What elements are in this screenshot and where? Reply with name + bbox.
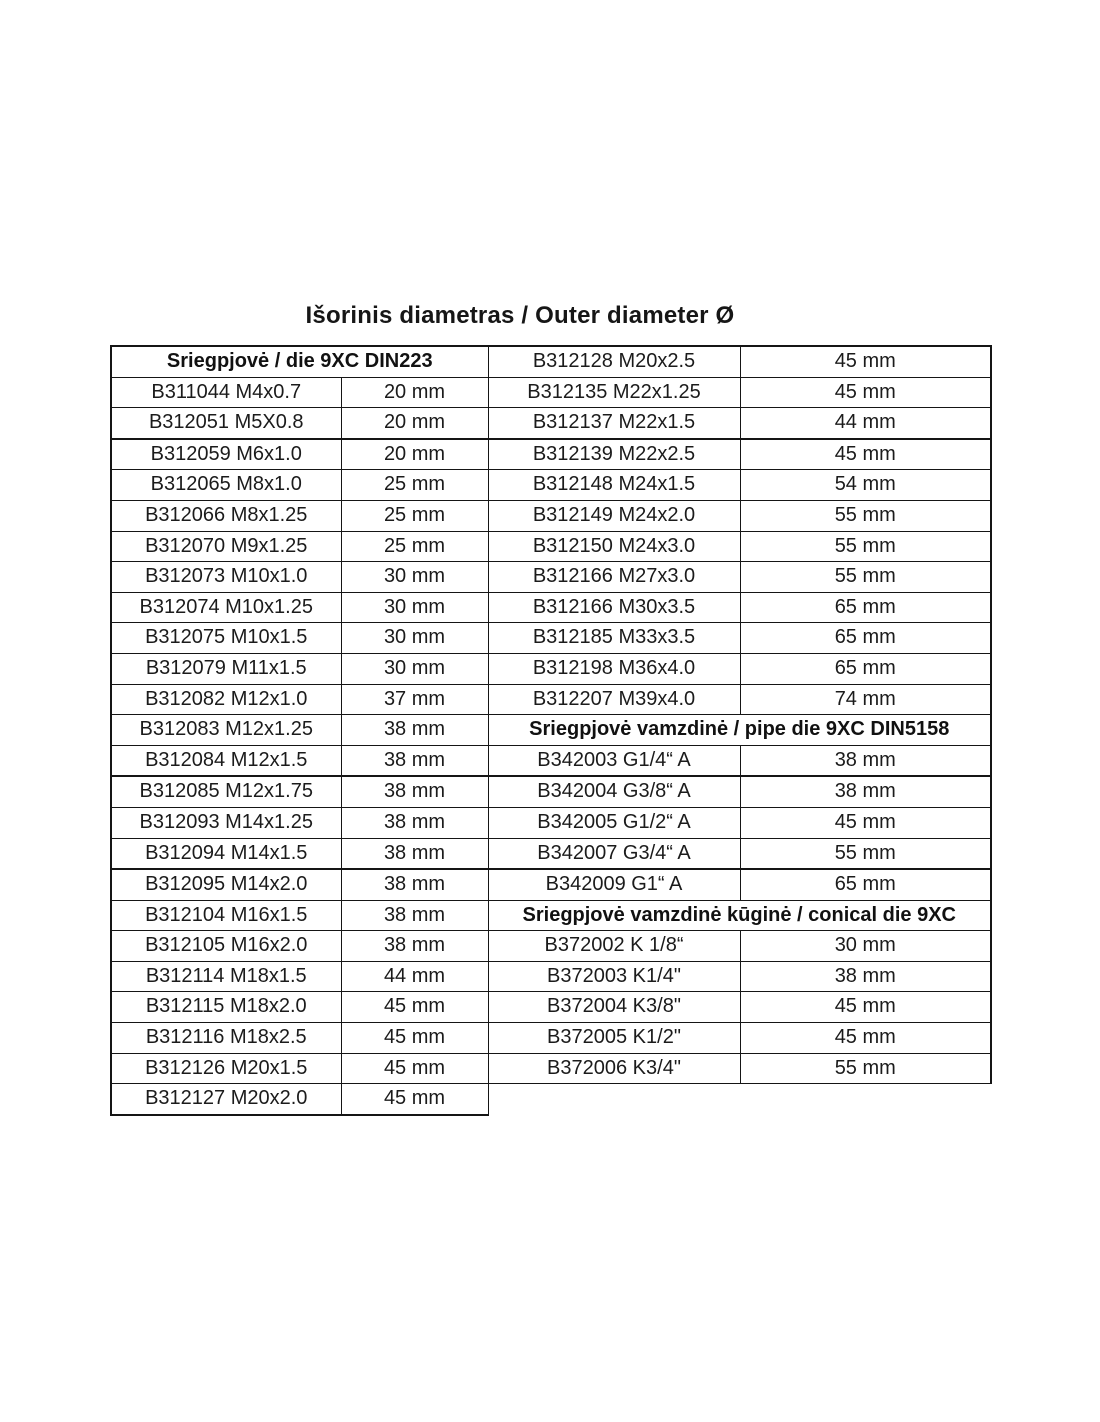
cell-product-code: B312150 M24x3.0 [488,531,740,562]
cell-outer-diameter: 45 mm [341,1084,488,1115]
cell-outer-diameter: 38 mm [341,838,488,869]
cell-outer-diameter: 55 mm [740,1053,991,1084]
table-row [111,408,991,439]
cell-product-code: B312166 M30x3.5 [488,592,740,623]
cell-product-code: B312083 M12x1.25 [111,715,341,746]
table-row [111,439,991,470]
page-title: Išorinis diametras / Outer diameter Ø [305,302,735,329]
cell-outer-diameter: 45 mm [740,1023,991,1054]
outer-diameter-table [110,345,992,1116]
cell-outer-diameter: 65 mm [740,869,991,900]
table-row [111,931,991,962]
cell-outer-diameter: 30 mm [740,931,991,962]
cell-product-code: B372005 K1/2" [488,1023,740,1054]
table-row [111,377,991,408]
cell-product-code: B312082 M12x1.0 [111,684,341,715]
cell-product-code: B312095 M14x2.0 [111,869,341,900]
cell-product-code: B312149 M24x2.0 [488,500,740,531]
section-header-conical-die: Sriegpjovė vamzdinė kūginė / conical die 9XC [488,900,991,931]
cell-outer-diameter: 65 mm [740,592,991,623]
cell-outer-diameter: 44 mm [341,961,488,992]
cell-outer-diameter: 30 mm [341,623,488,654]
cell-outer-diameter: 45 mm [341,992,488,1023]
cell-outer-diameter: 45 mm [740,807,991,838]
cell-product-code: B312116 M18x2.5 [111,1023,341,1054]
table-row [111,776,991,807]
cell-outer-diameter: 38 mm [740,745,991,776]
table-row [111,470,991,501]
cell-outer-diameter: 55 mm [740,500,991,531]
cell-outer-diameter: 55 mm [740,562,991,593]
table-row [111,592,991,623]
cell-product-code: B312084 M12x1.5 [111,745,341,776]
cell-outer-diameter: 38 mm [740,776,991,807]
cell-product-code: B312065 M8x1.0 [111,470,341,501]
cell-outer-diameter: 38 mm [740,961,991,992]
cell-product-code: B342009 G1“ A [488,869,740,900]
table-row [111,745,991,776]
cell-product-code: B312079 M11x1.5 [111,653,341,684]
cell-product-code: B312074 M10x1.25 [111,592,341,623]
table-row [111,562,991,593]
table-row [111,838,991,869]
cell-product-code: B372006 K3/4" [488,1053,740,1084]
cell-outer-diameter: 45 mm [341,1023,488,1054]
cell-outer-diameter: 65 mm [740,623,991,654]
cell-product-code: B312198 M36x4.0 [488,653,740,684]
cell-outer-diameter: 38 mm [341,715,488,746]
table-row [111,715,991,746]
cell-product-code: B312166 M27x3.0 [488,562,740,593]
cell-product-code: B312127 M20x2.0 [111,1084,341,1115]
cell-product-code: B312059 M6x1.0 [111,439,341,470]
cell-product-code: B372004 K3/8" [488,992,740,1023]
cell-outer-diameter: 30 mm [341,562,488,593]
cell-outer-diameter: 55 mm [740,531,991,562]
table-row [111,1053,991,1084]
cell-outer-diameter: 38 mm [341,900,488,931]
table-row [111,500,991,531]
cell-product-code: B312105 M16x2.0 [111,931,341,962]
cell-product-code: B312185 M33x3.5 [488,623,740,654]
cell-product-code: B312066 M8x1.25 [111,500,341,531]
empty-cell [740,1084,991,1115]
empty-cell [488,1084,740,1115]
table-row [111,346,991,377]
section-header-pipe-die: Sriegpjovė vamzdinė / pipe die 9XC DIN5158 [488,715,991,746]
cell-product-code: B312104 M16x1.5 [111,900,341,931]
cell-outer-diameter: 20 mm [341,377,488,408]
cell-outer-diameter: 55 mm [740,838,991,869]
cell-product-code: B312051 M5X0.8 [111,408,341,439]
cell-outer-diameter: 20 mm [341,408,488,439]
cell-outer-diameter: 45 mm [341,1053,488,1084]
cell-outer-diameter: 54 mm [740,470,991,501]
cell-outer-diameter: 38 mm [341,807,488,838]
cell-product-code: B312093 M14x1.25 [111,807,341,838]
cell-product-code: B312114 M18x1.5 [111,961,341,992]
table-row [111,900,991,931]
table-row [111,961,991,992]
cell-outer-diameter: 74 mm [740,684,991,715]
cell-outer-diameter: 65 mm [740,653,991,684]
cell-outer-diameter: 45 mm [740,992,991,1023]
cell-product-code: B312137 M22x1.5 [488,408,740,439]
cell-outer-diameter: 38 mm [341,776,488,807]
section-header-die: Sriegpjovė / die 9XC DIN223 [111,346,488,377]
table-row [111,1084,991,1115]
table-row [111,531,991,562]
cell-product-code: B312139 M22x2.5 [488,439,740,470]
cell-outer-diameter: 45 mm [740,346,991,377]
cell-product-code: B312115 M18x2.0 [111,992,341,1023]
cell-product-code: B342007 G3/4“ A [488,838,740,869]
table-row [111,807,991,838]
cell-outer-diameter: 25 mm [341,531,488,562]
cell-outer-diameter: 38 mm [341,745,488,776]
cell-outer-diameter: 44 mm [740,408,991,439]
cell-outer-diameter: 30 mm [341,592,488,623]
cell-product-code: B312075 M10x1.5 [111,623,341,654]
cell-outer-diameter: 45 mm [740,439,991,470]
cell-outer-diameter: 38 mm [341,931,488,962]
cell-product-code: B312070 M9x1.25 [111,531,341,562]
cell-outer-diameter: 37 mm [341,684,488,715]
table-row [111,653,991,684]
table-row [111,684,991,715]
table-row [111,1023,991,1054]
table-row [111,869,991,900]
cell-product-code: B372003 K1/4" [488,961,740,992]
cell-product-code: B311044 M4x0.7 [111,377,341,408]
cell-outer-diameter: 30 mm [341,653,488,684]
cell-product-code: B312135 M22x1.25 [488,377,740,408]
cell-product-code: B312126 M20x1.5 [111,1053,341,1084]
cell-outer-diameter: 45 mm [740,377,991,408]
cell-outer-diameter: 20 mm [341,439,488,470]
cell-product-code: B372002 K 1/8“ [488,931,740,962]
cell-product-code: B312085 M12x1.75 [111,776,341,807]
cell-product-code: B312094 M14x1.5 [111,838,341,869]
cell-outer-diameter: 25 mm [341,470,488,501]
cell-outer-diameter: 38 mm [341,869,488,900]
cell-product-code: B342004 G3/8“ A [488,776,740,807]
cell-product-code: B312128 M20x2.5 [488,346,740,377]
table-row [111,623,991,654]
table-row [111,992,991,1023]
cell-product-code: B312073 M10x1.0 [111,562,341,593]
cell-product-code: B342003 G1/4“ A [488,745,740,776]
cell-product-code: B312207 M39x4.0 [488,684,740,715]
cell-product-code: B312148 M24x1.5 [488,470,740,501]
cell-product-code: B342005 G1/2“ A [488,807,740,838]
cell-outer-diameter: 25 mm [341,500,488,531]
